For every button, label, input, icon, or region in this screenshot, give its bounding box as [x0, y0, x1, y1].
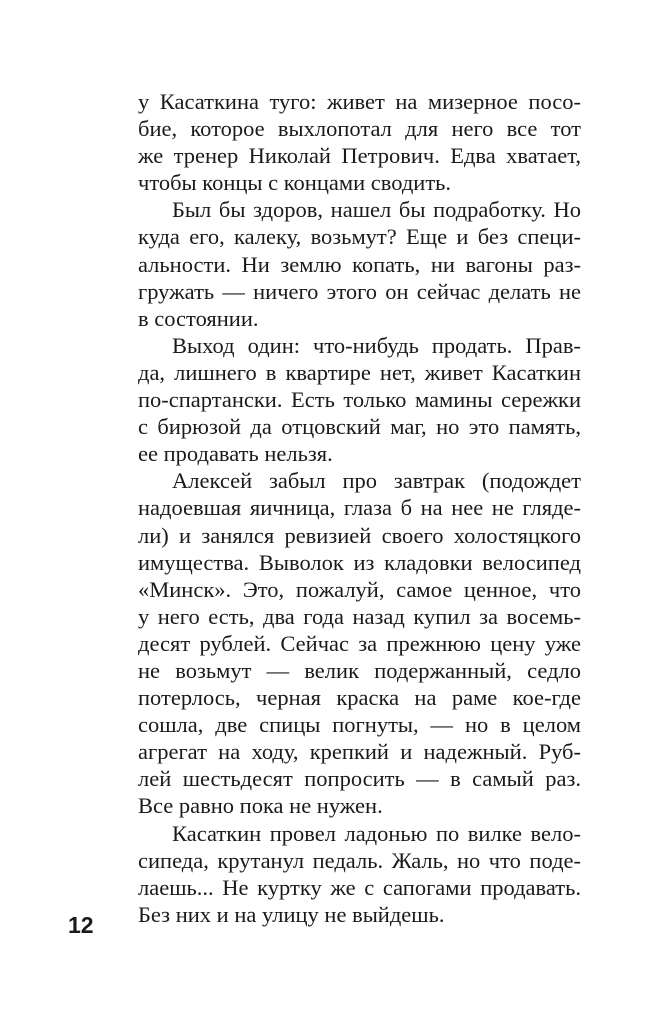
text-line: гружать — ничего этого он сейчас делать не — [138, 278, 581, 304]
text-line: лаешь... Не куртку же с сапогами продавать. — [138, 874, 581, 900]
text-line: сошла, две спицы погнуты, — но в целом — [138, 712, 581, 738]
text-line: агрегат на ходу, крепкий и надежный. Руб- — [138, 739, 581, 765]
text-line: имущества. Выволок из кладовки велосипед — [138, 549, 581, 575]
text-line: «Минск». Это, пожалуй, самое ценное, что — [138, 576, 581, 602]
body-text — [138, 88, 581, 928]
text-line: куда его, калеку, возьмут? Еще и без специ- — [138, 224, 581, 250]
text-line: бие, которое выхлопотал для него все тот — [138, 116, 581, 142]
text-line: Без них и на улицу не выйдешь. — [138, 901, 445, 927]
paragraph — [138, 467, 581, 819]
text-line: по-спартански. Есть только мамины сережки — [138, 387, 581, 413]
text-line: в состоянии. — [138, 305, 259, 331]
text-line: надоевшая яичница, глаза б на нее не гляде- — [138, 495, 581, 521]
text-line: лей шестьдесят попросить — в самый раз. — [138, 766, 581, 792]
text-line: у него есть, два года назад купил за восемь- — [138, 603, 581, 629]
text-line: сипеда, крутанул педаль. Жаль, но что поде- — [138, 847, 581, 873]
paragraph — [138, 196, 581, 331]
text-line: ли) и занялся ревизией своего холостяцкого — [138, 522, 581, 548]
text-line: да, лишнего в квартире нет, живет Касаткин — [138, 359, 581, 385]
text-line: альности. Ни землю копать, ни вагоны раз- — [138, 251, 581, 277]
paragraph — [138, 820, 581, 928]
paragraph — [138, 332, 581, 467]
text-line: Все равно пока не нужен. — [138, 793, 383, 819]
text-line: Касаткин провел ладонью по вилке вело- — [172, 820, 581, 846]
text-line: ее продавать нельзя. — [138, 441, 333, 467]
paragraph — [138, 88, 581, 196]
text-line: с бирюзой да отцовский маг, но это память, — [138, 414, 581, 440]
page-number: 12 — [68, 912, 94, 938]
text-line: десят рублей. Сейчас за прежнюю цену уже — [138, 630, 581, 656]
text-line: не возьмут — велик подержанный, седло — [138, 657, 581, 683]
text-line: потерлось, черная краска на раме кое-где — [138, 685, 581, 711]
text-line: же тренер Николай Петрович. Едва хватает, — [138, 143, 581, 169]
text-line: Был бы здоров, нашел бы подработку. Но — [172, 197, 581, 223]
text-line: Алексей забыл про завтрак (подождет — [172, 468, 581, 494]
text-line: чтобы концы с концами сводить. — [138, 170, 452, 196]
text-line: Выход один: что-нибудь продать. Прав- — [172, 332, 581, 358]
text-line: у Касаткина туго: живет на мизерное посо- — [138, 89, 581, 114]
